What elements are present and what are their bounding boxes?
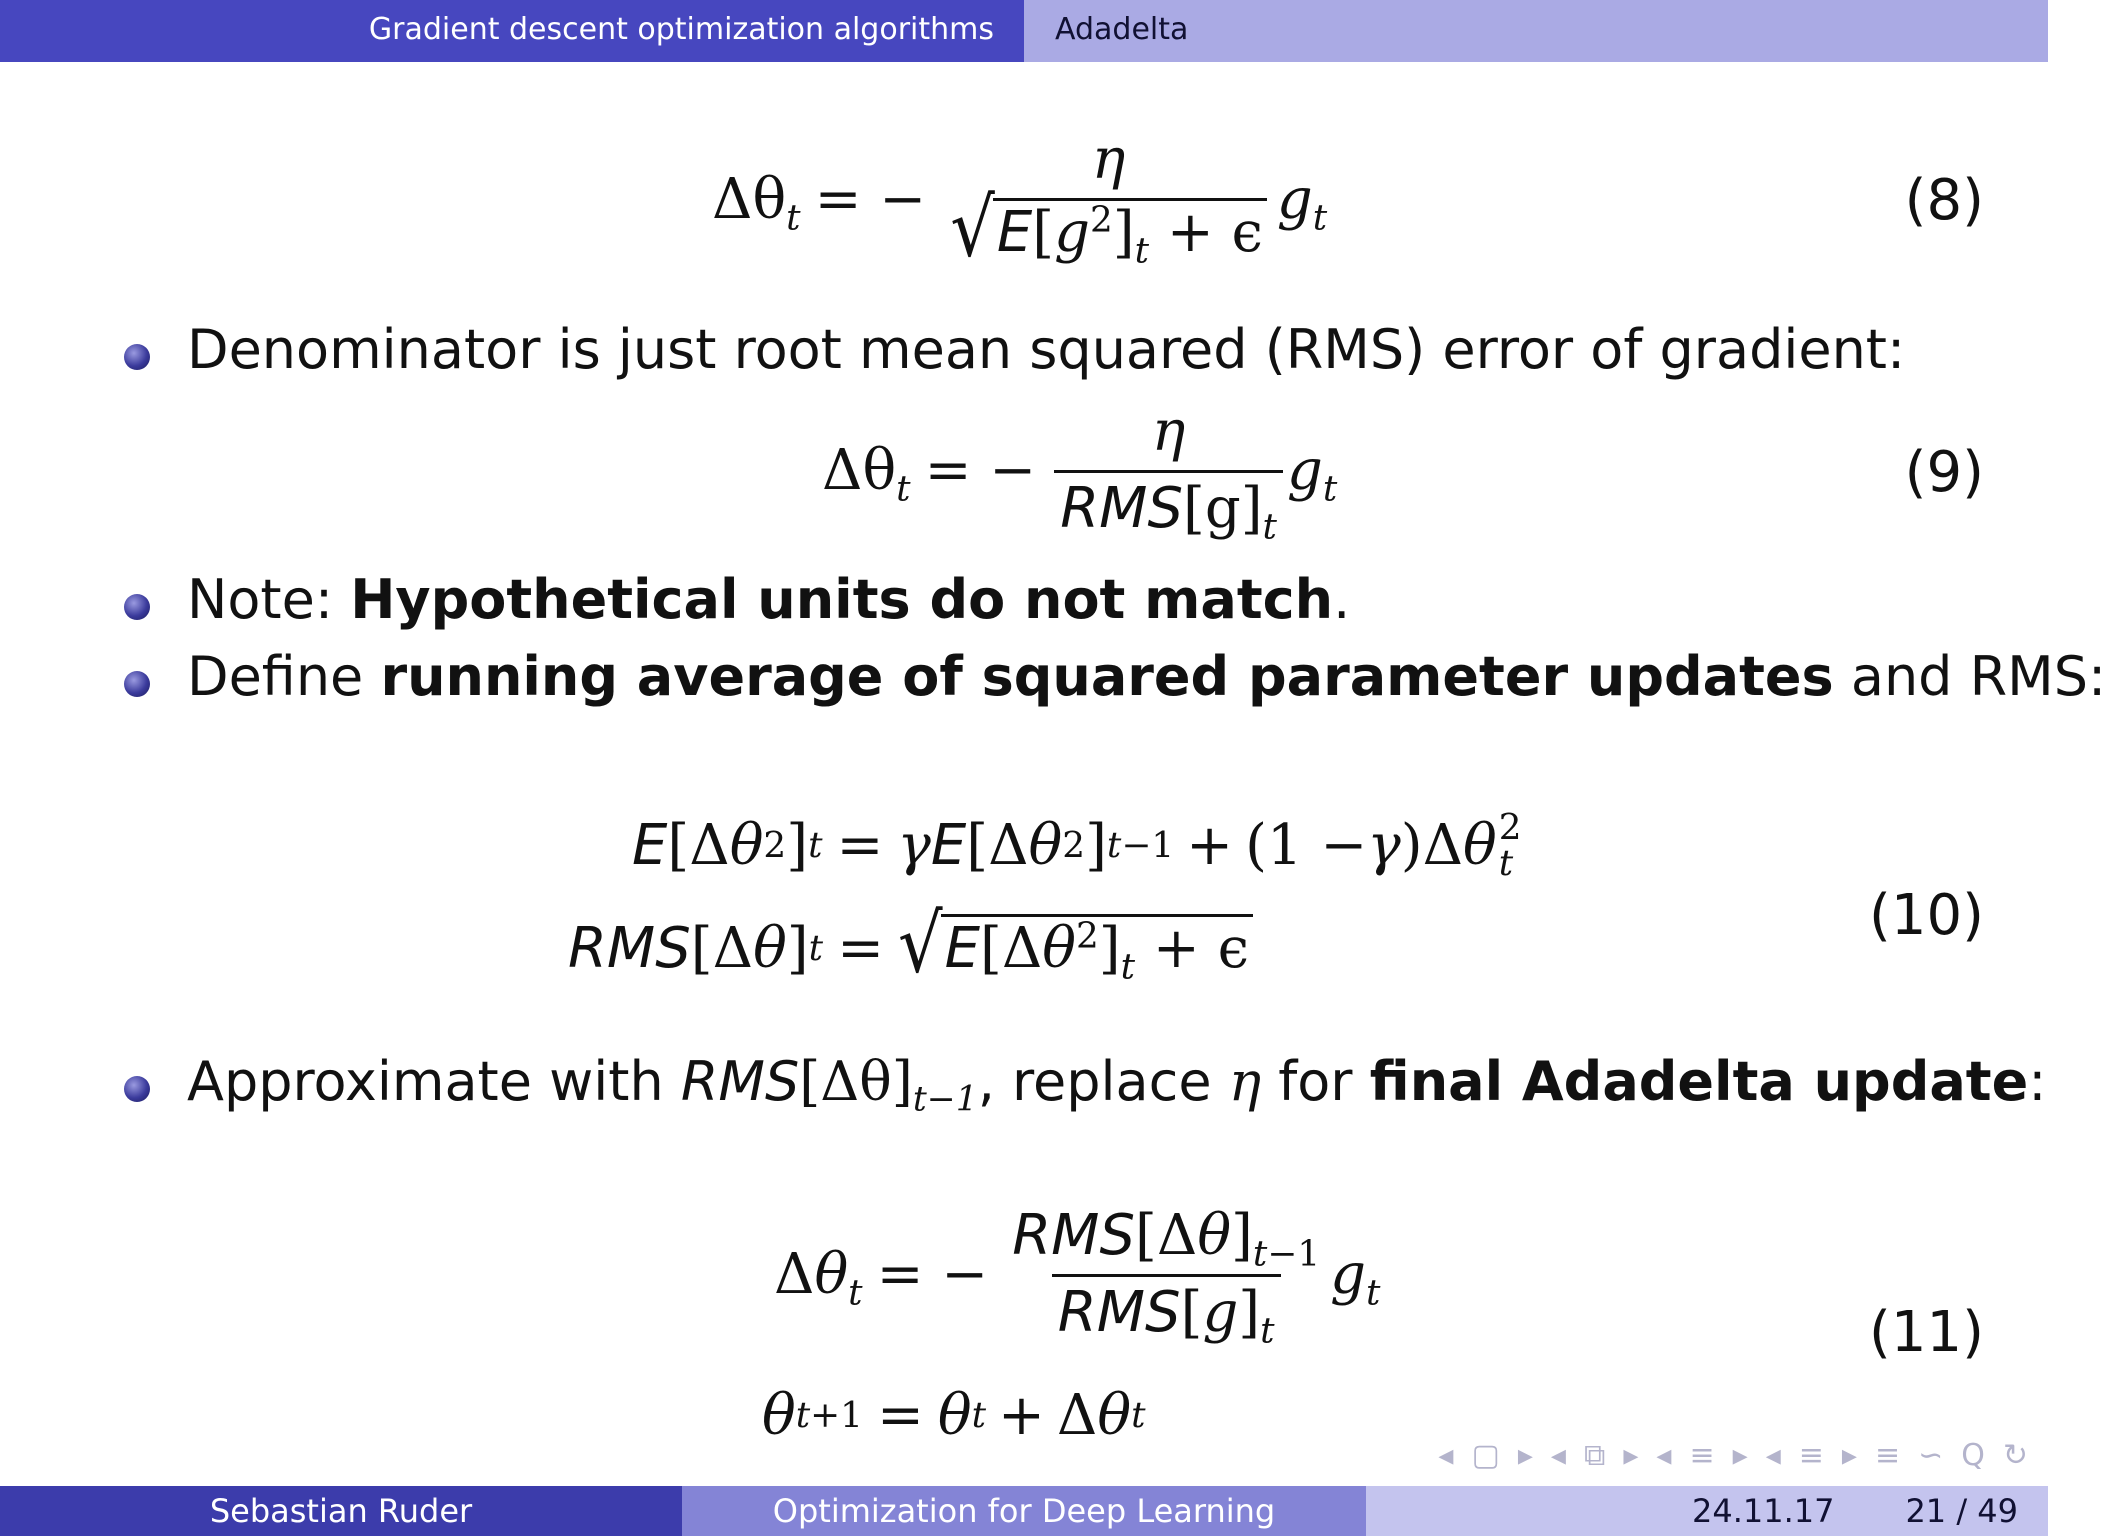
footer-date: 24.11.17 xyxy=(1692,1492,1835,1530)
footer-info xyxy=(1366,1486,2048,1536)
footer-title: Optimization for Deep Learning xyxy=(682,1486,1366,1536)
nav-next-subsection-icon[interactable]: ▸ xyxy=(1732,1438,1748,1473)
nav-slide-icon[interactable]: ⧉ xyxy=(1583,1438,1606,1473)
nav-prev-section-icon[interactable]: ◂ xyxy=(1765,1438,1781,1473)
bullet-rms-denominator: Denominator is just root mean squared (RMS) error of gradient: xyxy=(124,318,1984,383)
nav-prev-subsection-icon[interactable]: ◂ xyxy=(1656,1438,1672,1473)
footer-bar xyxy=(0,1486,2048,1536)
nav-section-icon[interactable]: ≡ xyxy=(1798,1438,1824,1473)
nav-subsection-icon[interactable]: ≡ xyxy=(1689,1438,1715,1473)
header-bar xyxy=(0,0,2048,62)
section-title[interactable]: Gradient descent optimization algorithms xyxy=(0,0,1024,62)
nav-frame-icon[interactable]: ▢ xyxy=(1471,1438,1500,1473)
footer-page-number: 21 / 49 xyxy=(1905,1492,2018,1530)
nav-document-icon[interactable]: ≡ xyxy=(1874,1438,1901,1473)
equation-number-10: (10) xyxy=(1869,883,1984,948)
bullet-approximate: Approximate with $RMS[\Delta\theta]_{t-1}$, replace η for final Adadelta update: xyxy=(124,1050,1984,1115)
nav-back-icon[interactable]: ∽ xyxy=(1918,1438,1944,1473)
bullet-define-running-average: Define running average of squared parameter updates and RMS: xyxy=(124,645,1984,710)
equation-10-line-2: RMS [Δ θ ] t = √ $E[\Delta\theta^2]_t + \epsilon$ xyxy=(568,914,1253,984)
equation-number-8: (8) xyxy=(1904,168,1984,233)
equation-number-9: (9) xyxy=(1904,440,1984,505)
nav-next-section-icon[interactable]: ▸ xyxy=(1841,1438,1857,1473)
equation-9: $\Delta\theta_t$ = − $\frac{\eta}{RMS[g]_t}$ $g_t$ xyxy=(822,399,1338,548)
equation-11-line-1: $\Delta\theta_t$ = − $\frac{RMS[\Delta\theta]_{t-1}}{RMS[g]_t}$ $g_t$ xyxy=(774,1203,1381,1352)
nav-forward-icon[interactable]: ↻ xyxy=(2002,1438,2028,1473)
footer-author: Sebastian Ruder xyxy=(0,1486,682,1536)
nav-search-icon[interactable]: Q xyxy=(1961,1438,1985,1473)
nav-prev-frame-icon[interactable]: ◂ xyxy=(1438,1438,1454,1473)
equation-8: $\Delta\theta_t$ = − η √ $E[g^2]_t + \epsilon$ $g_t$ xyxy=(712,127,1328,275)
equation-10-line-1: E [Δ θ 2 ] t = γ E [Δ θ 2 ] t−1 + (1 − γ )Δ θ 2 t xyxy=(632,807,1522,884)
nav-prev-slide-icon[interactable]: ◂ xyxy=(1550,1438,1566,1473)
equation-number-11: (11) xyxy=(1869,1300,1984,1365)
subsection-title[interactable]: Adadelta xyxy=(1055,12,1189,47)
bullet-units-note: Note: Hypothetical units do not match. xyxy=(124,568,1984,633)
nav-next-frame-icon[interactable]: ▸ xyxy=(1517,1438,1533,1473)
navigation-symbols xyxy=(1438,1438,2028,1473)
equation-11-line-2: θ t+1 = θ t + Δ θ t xyxy=(762,1383,1146,1448)
nav-next-slide-icon[interactable]: ▸ xyxy=(1623,1438,1639,1473)
